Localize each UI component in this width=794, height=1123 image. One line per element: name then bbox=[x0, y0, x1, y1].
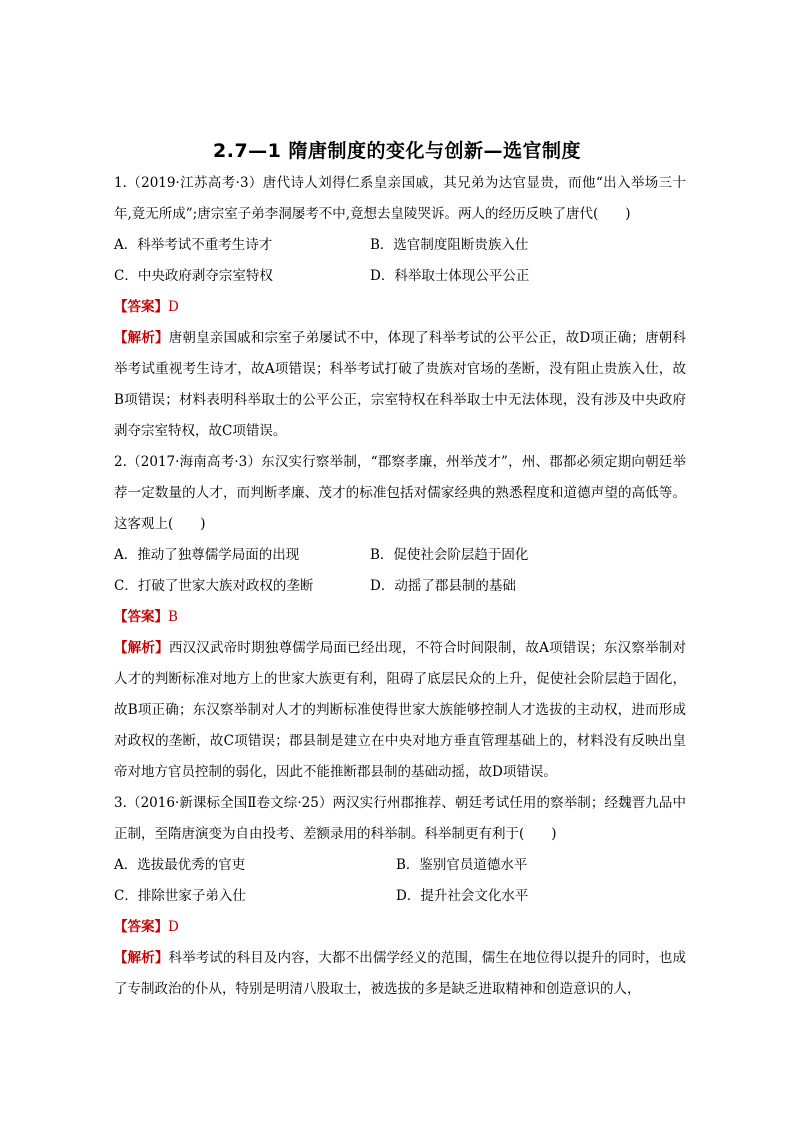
question-stem: 1.（2019·江苏高考·3）唐代诗人刘得仁系皇亲国戚，其兄弟为达官显贵，而他“出入举场三十年,竟无所成”;唐宗室子弟李洞屡考不中,竟想去皇陵哭诉。两人的经历反映了唐代( ) bbox=[114, 175, 686, 222]
explanation-text: 科举考试的科目及内容，大都不出儒学经义的范围，儒生在地位得以提升的同时，也成了专制政治的仆从，特别是明清八股取士，被选拔的多是缺乏进取精神和创造意识的人， bbox=[114, 950, 687, 997]
document-body bbox=[114, 168, 686, 1005]
option-a: A．选拔最优秀的官吏 bbox=[114, 857, 246, 873]
answer-value: D bbox=[168, 919, 179, 935]
question-1 bbox=[114, 168, 686, 447]
option-c: C．中央政府剥夺宗室特权 bbox=[114, 268, 273, 284]
answer-line bbox=[114, 912, 686, 943]
explanation bbox=[114, 633, 686, 788]
option-c: C．打破了世家大族对政权的垄断 bbox=[114, 578, 314, 594]
question-stem: 3.（2016·新课标全国Ⅱ卷文综·25）两汉实行州郡推荐、朝廷考试任用的察举制；经魏晋九品中正制，至隋唐演变为自由投考、差额录用的科举制。科举制更有利于( ) bbox=[114, 795, 686, 842]
option-a: A．科举考试不重考生诗才 bbox=[114, 237, 273, 253]
answer-value: B bbox=[168, 609, 178, 625]
options-grid bbox=[114, 540, 686, 602]
question-2 bbox=[114, 447, 686, 788]
answer-line bbox=[114, 292, 686, 323]
answer-label: 【答案】 bbox=[114, 609, 168, 625]
explanation-text: 西汉汉武帝时期独尊儒学局面已经出现，不符合时间限制，故A项错误；东汉察举制对人才的判断标准对地方上的世家大族更有利，阻碍了底层民众的上升，促使社会阶层趋于固化，故B项正确；东汉察举制对人才的判断标准使得世家大族能够控制人才选拔的主动权，进而形成对政权的垄断，故C项错误；郡县制是建立在中央对地方垂直管理基础上的，材料没有反映出皇帝对地方官员控制的弱化，因此不能推断郡县制的基础动摇，故D项错误。 bbox=[114, 640, 687, 780]
answer-label: 【答案】 bbox=[114, 299, 168, 315]
question-3 bbox=[114, 788, 686, 1005]
option-d: D．科举取士体现公平公正 bbox=[370, 268, 530, 284]
answer-line bbox=[114, 602, 686, 633]
options-grid bbox=[114, 230, 686, 292]
options-grid bbox=[114, 850, 686, 912]
option-c: C．排除世家子弟入仕 bbox=[114, 888, 246, 904]
explanation bbox=[114, 323, 686, 447]
explanation-label: 【解析】 bbox=[114, 950, 169, 966]
option-b: B．鉴别官员道德水平 bbox=[396, 857, 528, 873]
explanation-label: 【解析】 bbox=[114, 640, 169, 656]
explanation bbox=[114, 943, 686, 1005]
option-d: D．动摇了郡县制的基础 bbox=[370, 578, 516, 594]
option-a: A．推动了独尊儒学局面的出现 bbox=[114, 547, 300, 563]
option-b: B．促使社会阶层趋于固化 bbox=[370, 547, 529, 563]
explanation-label: 【解析】 bbox=[114, 330, 169, 346]
question-stem: 2.（2017·海南高考·3）东汉实行察举制，“郡察孝廉，州举茂才”，州、郡都必须定期向朝廷举荐一定数量的人才，而判断孝廉、茂才的标准包括对儒家经典的熟悉程度和道德声望的高低等。这客观上( ) bbox=[114, 454, 686, 532]
option-d: D．提升社会文化水平 bbox=[396, 888, 529, 904]
page-title: 2.7—1 隋唐制度的变化与创新—选官制度 bbox=[213, 140, 581, 162]
option-b: B．选官制度阻断贵族入仕 bbox=[370, 237, 529, 253]
explanation-text: 唐朝皇亲国戚和宗室子弟屡试不中，体现了科举考试的公平公正，故D项正确；唐朝科举考试重视考生诗才，故A项错误；科举考试打破了贵族对官场的垄断，没有阻止贵族入仕，故B项错误；材料表明科举取士的公平公正，宗室特权在科举取士中无法体现，没有涉及中央政府剥夺宗室特权，故C项错误。 bbox=[114, 330, 686, 439]
answer-label: 【答案】 bbox=[114, 919, 168, 935]
answer-value: D bbox=[168, 299, 179, 315]
